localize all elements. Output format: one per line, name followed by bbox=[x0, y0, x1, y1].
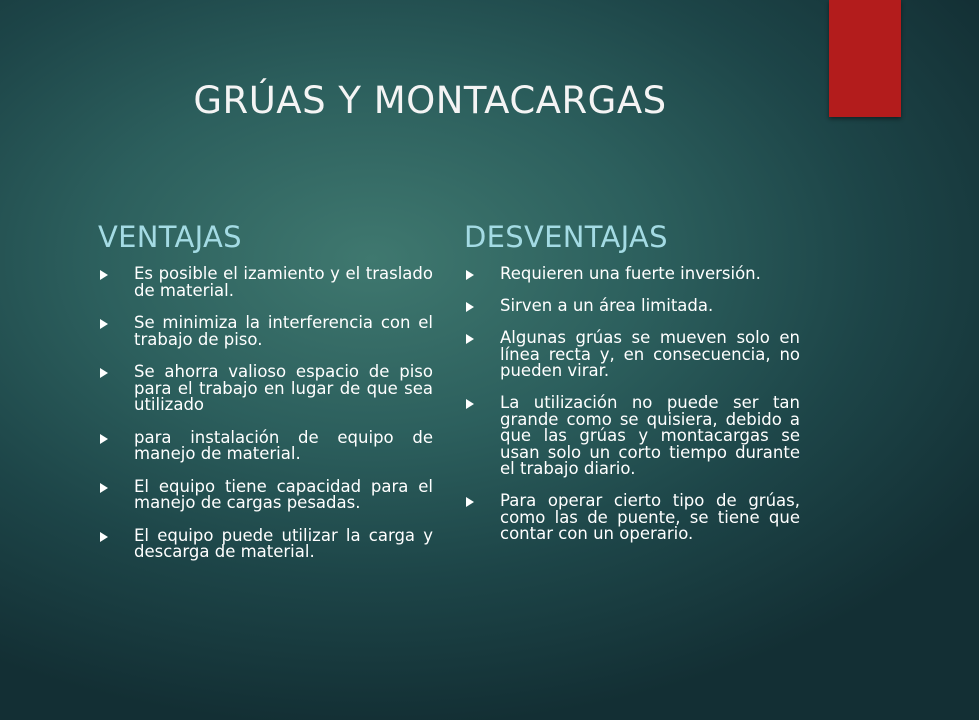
desventajas-list bbox=[464, 266, 800, 543]
list-item bbox=[98, 315, 433, 348]
triangle-right-icon bbox=[466, 399, 474, 409]
list-item bbox=[98, 266, 433, 299]
triangle-right-icon bbox=[466, 302, 474, 312]
triangle-right-icon bbox=[100, 532, 108, 542]
list-item bbox=[464, 493, 800, 543]
desventajas-heading: DESVENTAJAS bbox=[464, 220, 668, 254]
list-item-text: Se minimiza la interferencia con el trabajo de piso. bbox=[134, 313, 433, 349]
list-item-text: Algunas grúas se mueven solo en línea recta y, en consecuencia, no pueden virar. bbox=[500, 328, 800, 380]
ventajas-list bbox=[98, 266, 433, 561]
triangle-right-icon bbox=[100, 368, 108, 378]
triangle-right-icon bbox=[466, 334, 474, 344]
list-item bbox=[464, 266, 800, 283]
list-item bbox=[98, 476, 433, 512]
triangle-right-icon bbox=[100, 483, 108, 493]
list-item bbox=[464, 298, 800, 315]
triangle-right-icon bbox=[100, 434, 108, 444]
list-item-text: Requieren una fuerte inversión. bbox=[500, 264, 761, 283]
triangle-right-icon bbox=[466, 270, 474, 280]
triangle-right-icon bbox=[466, 497, 474, 507]
slide-title: GRÚAS Y MONTACARGAS bbox=[193, 78, 667, 122]
triangle-right-icon bbox=[100, 270, 108, 280]
list-item-text: Se ahorra valioso espacio de piso para el trabajo en lugar de que sea utilizado bbox=[134, 362, 433, 414]
list-item bbox=[98, 525, 433, 561]
list-item bbox=[98, 364, 433, 414]
list-item-text: El equipo puede utilizar la carga y descarga de material. bbox=[134, 525, 433, 561]
list-item-text: El equipo tiene capacidad para el manejo de cargas pesadas. bbox=[134, 476, 433, 512]
triangle-right-icon bbox=[100, 319, 108, 329]
list-item-text: La utilización no puede ser tan grande como se quisiera, debido a que las grúas y montacargas se usan solo un corto tiempo durante el trabajo diario. bbox=[500, 393, 800, 478]
ventajas-column bbox=[98, 220, 433, 577]
list-item bbox=[464, 330, 800, 380]
list-item-text: Es posible el izamiento y el traslado de material. bbox=[134, 264, 433, 300]
list-item-text: Para operar cierto tipo de grúas, como las de puente, se tiene que contar con un operario. bbox=[500, 491, 800, 543]
list-item-text: Sirven a un área limitada. bbox=[500, 296, 714, 315]
list-item bbox=[98, 427, 433, 463]
desventajas-column bbox=[464, 220, 800, 558]
ventajas-heading: VENTAJAS bbox=[98, 220, 242, 254]
list-item bbox=[464, 395, 800, 478]
list-item-text: para instalación de equipo de manejo de material. bbox=[134, 427, 433, 463]
